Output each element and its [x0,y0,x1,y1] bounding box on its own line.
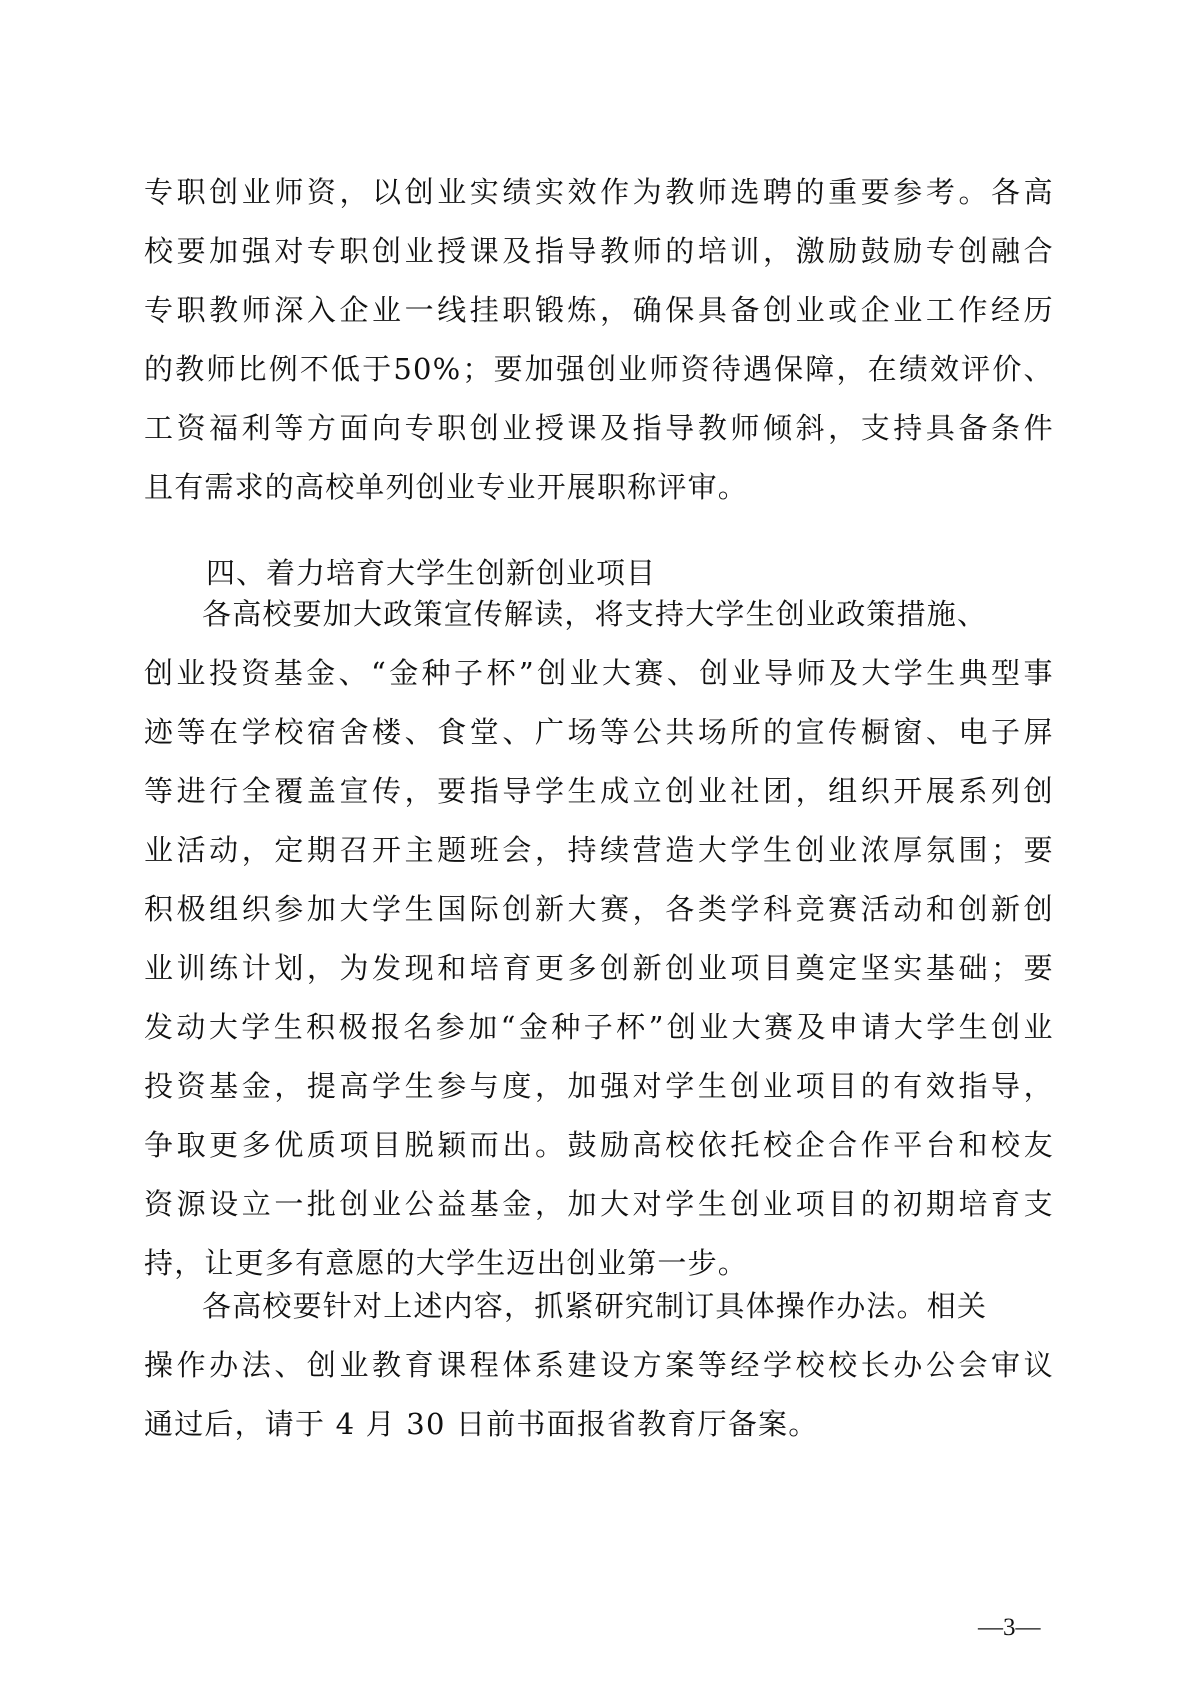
text-line: 投 资 基 金 ， 提 高 学 生 参 与 度 ， 加 强 对 学 生 创 业 项 目 的 有 效 指 导 ， [144,1069,1054,1103]
paragraph-section4 [144,585,1054,1293]
text-line: 操 作 办 法 、 创 业 教 育 课 程 体 系 建 设 方 案 等 经 学 校 校 长 办 公 会 审 议 [144,1348,1054,1382]
text-line: 校 要 加 强 对 专 职 创 业 授 课 及 指 导 教 师 的 培 训 ， 激 励 鼓 励 专 创 融 合 [144,234,1054,268]
text-line: 业 训 练 计 划 ， 为 发 现 和 培 育 更 多 创 新 创 业 项 目 奠 定 坚 实 基 础 ； 要 [144,951,1054,985]
text-line: 专 职 教 师 深 入 企 业 一 线 挂 职 锻 炼 ， 确 保 具 备 创 业 或 企 业 工 作 经 历 [144,293,1054,327]
text-line: 发 动 大 学 生 积 极 报 名 参 加 “ 金 种 子 杯 ” 创 业 大 赛 及 申 请 大 学 生 创 业 [144,1010,1054,1044]
text-line: 积 极 组 织 参 加 大 学 生 国 际 创 新 大 赛 ， 各 类 学 科 竞 赛 活 动 和 创 新 创 [144,892,1054,926]
text-line: 专 职 创 业 师 资 ， 以 创 业 实 绩 实 效 作 为 教 师 选 聘 的 重 要 参 考 。 各 高 [144,175,1054,209]
text-line-indented: 各高校要针对上述内容，抓紧研究制订具体操作办法。相关 [202,1289,988,1323]
text-line: 等 进 行 全 覆 盖 宣 传 ， 要 指 导 学 生 成 立 创 业 社 团 ， 组 织 开 展 系 列 创 [144,774,1054,808]
page-number: —3— [978,1614,1041,1641]
text-line: 争 取 更 多 优 质 项 目 脱 颖 而 出 。 鼓 励 高 校 依 托 校 企 合 作 平 台 和 校 友 [144,1128,1054,1162]
text-line: 创 业 投 资 基 金 、 “ 金 种 子 杯 ” 创 业 大 赛 、 创 业 导 师 及 大 学 生 典 型 事 [144,656,1054,690]
paragraph-closing [144,1277,1054,1454]
section-heading: 四、着力培育大学生创新创业项目 [206,556,657,590]
text-line-last: 且有需求的高校单列创业专业开展职称评审。 [144,470,749,504]
text-line: 迹 等 在 学 校 宿 舍 楼 、 食 堂 、 广 场 等 公 共 场 所 的 宣 传 橱 窗 、 电 子 屏 [144,715,1054,749]
paragraph-continued [144,163,1054,517]
text-line: 工 资 福 利 等 方 面 向 专 职 创 业 授 课 及 指 导 教 师 倾 斜 ， 支 持 具 备 条 件 [144,411,1054,445]
text-line-indented: 各高校要加大政策宣传解读，将支持大学生创业政策措施、 [202,597,988,631]
text-line-last: 持，让更多有意愿的大学生迈出创业第一步。 [144,1246,749,1280]
text-line: 业 活 动 ， 定 期 召 开 主 题 班 会 ， 持 续 营 造 大 学 生 创 业 浓 厚 氛 围 ； 要 [144,833,1054,867]
text-line-last: 通过后，请于 4 月 30 日前书面报省教育厅备案。 [144,1407,819,1441]
text-line: 的 教 师 比 例 不 低 于 50% ； 要 加 强 创 业 师 资 待 遇 保 障 ， 在 绩 效 评 价 、 [144,352,1054,386]
text-line: 资 源 设 立 一 批 创 业 公 益 基 金 ， 加 大 对 学 生 创 业 项 目 的 初 期 培 育 支 [144,1187,1054,1221]
